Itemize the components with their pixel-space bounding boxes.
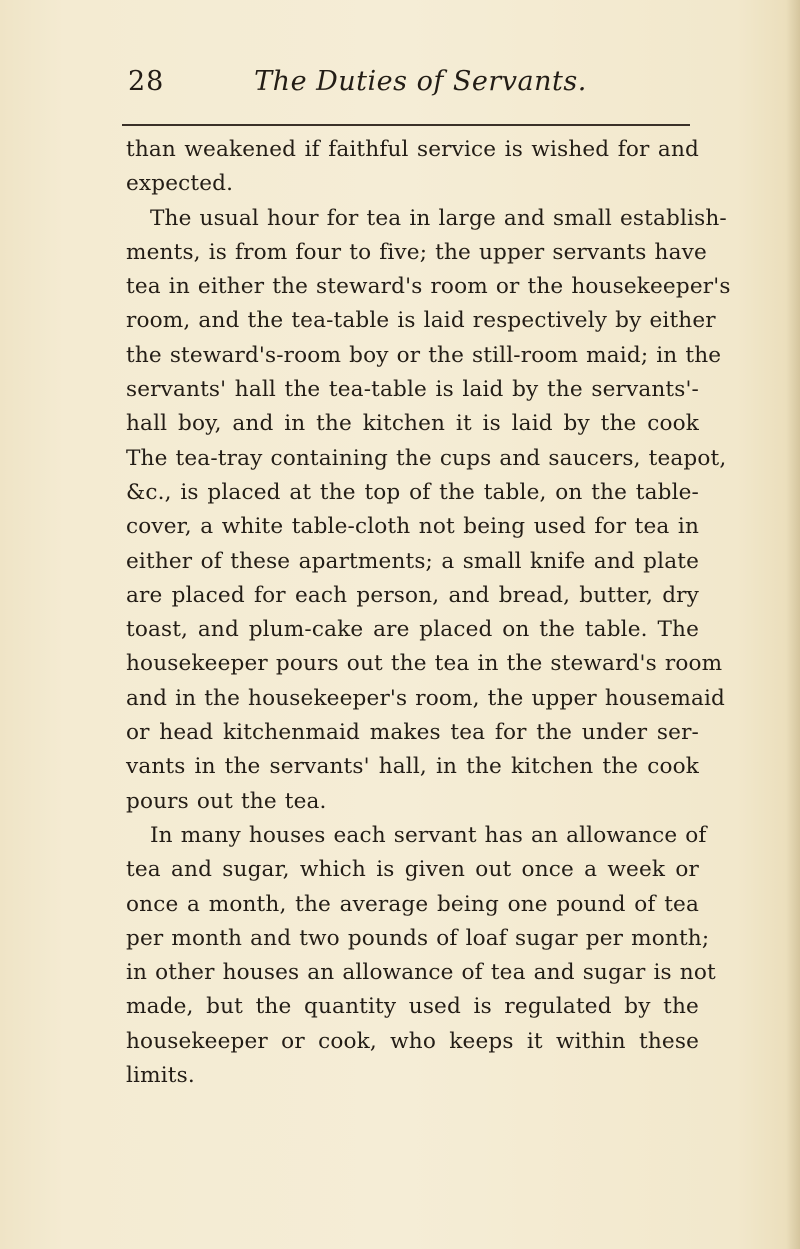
text-line: &c., is placed at the top of the table, on the table- <box>126 479 699 505</box>
text-line: and in the housekeeper's room, the upper housemaid <box>126 685 726 711</box>
text-line: tea in either the steward's room or the housekeeper's <box>126 274 731 300</box>
text-line: or head kitchenmaid makes tea for the under ser- <box>126 720 699 746</box>
text-line: limits. <box>126 1063 195 1089</box>
running-title: The Duties of Servants. <box>254 66 587 97</box>
text-line: servants' hall the tea-table is laid by the servants'- <box>126 377 699 403</box>
text-line: per month and two pounds of loaf sugar per month; <box>126 925 710 951</box>
page-number: 28 <box>128 66 165 97</box>
page-edge-shadow <box>786 0 800 1249</box>
text-line: hall boy, and in the kitchen it is laid by the cook <box>126 411 699 437</box>
text-line: in other houses an allowance of tea and sugar is not <box>126 960 716 986</box>
text-line: ments, is from four to five; the upper servants have <box>126 239 707 265</box>
text-line: The usual hour for tea in large and small establish- <box>150 205 727 231</box>
text-line: pours out the tea. <box>126 788 327 814</box>
text-line: The tea-tray containing the cups and saucers, teapot, <box>126 445 727 471</box>
text-line: made, but the quantity used is regulated by the <box>126 994 699 1020</box>
text-line: In many houses each servant has an allowance of <box>150 822 707 848</box>
text-line: either of these apartments; a small knife and plate <box>126 548 699 574</box>
text-line: tea and sugar, which is given out once a week or <box>126 857 699 883</box>
running-header <box>128 66 713 106</box>
text-line: than weakened if faithful service is wished for and <box>126 137 699 162</box>
text-line: housekeeper pours out the tea in the steward's room <box>126 651 723 677</box>
text-line: toast, and plum-cake are placed on the table. The <box>126 617 699 643</box>
body-text <box>126 133 731 1093</box>
text-line: housekeeper or cook, who keeps it within these <box>126 1028 699 1054</box>
text-line: once a month, the average being one pound of tea <box>126 891 699 917</box>
text-line: expected. <box>126 171 234 197</box>
text-line: cover, a white table-cloth not being used for tea in <box>126 514 699 540</box>
text-line: are placed for each person, and bread, butter, dry <box>126 582 699 608</box>
header-rule <box>122 124 690 126</box>
text-line: vants in the servants' hall, in the kitchen the cook <box>126 754 699 780</box>
text-line: the steward's-room boy or the still-room maid; in the <box>126 342 722 368</box>
text-line: room, and the tea-table is laid respectively by either <box>126 308 716 334</box>
